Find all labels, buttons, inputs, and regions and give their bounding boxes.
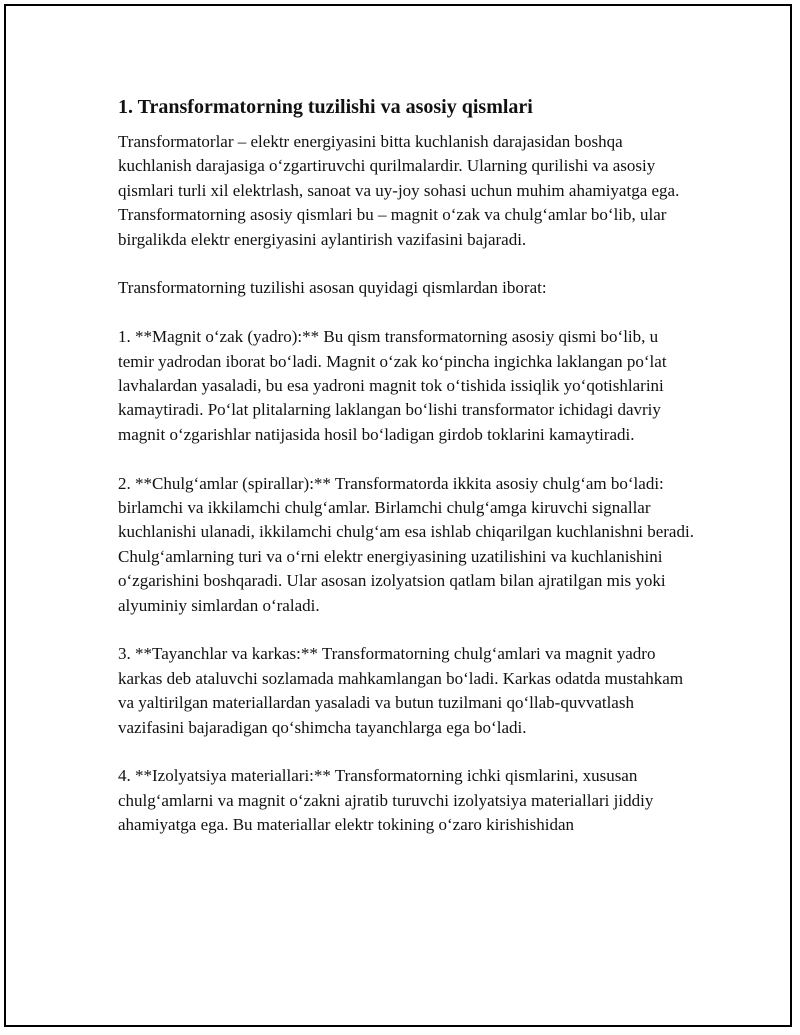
paragraph-structure-lead: Transformatorning tuzilishi asosan quyidagi qismlardan iborat: — [118, 278, 547, 298]
paragraph-intro: Transformatorlar – elektr energiyasini bitta kuchlanish darajasidan boshqa kuchlanish darajasiga oʻzgartiruvchi qurilmalardir. Ularning qurilishi va asosiy qismlari turli xil elektrlash, sanoat va uy-joy sohasi uchun muhim ahamiyatga ega. Transformatorning asosiy qismlari bu – magnit oʻzak va chulgʻamlar boʻlib, ular birgalikda elektr energiyasini aylantirish vazifasini bajaradi. — [118, 132, 680, 249]
paragraph-magnetic-core: 1. **Magnit oʻzak (yadro):** Bu qism transformatorning asosiy qismi boʻlib, u temir yadrodan iborat boʻladi. Magnit oʻzak koʻpincha ingichka laklangan poʻlat lavhalardan yasaladi, bu esa yadroni magnit tok oʻtishida issiqlik yoʻqotishlarini kamaytiradi. Poʻlat plitalarning laklangan boʻlishi transformator ichidagi davriy magnit oʻzgarishlar natijasida hosil boʻladigan girdob toklarini kamaytiradi. — [118, 327, 667, 444]
document-body — [118, 94, 698, 862]
paragraph-windings: 2. **Chulgʻamlar (spirallar):** Transformatorda ikkita asosiy chulgʻam boʻladi: birlamchi va ikkilamchi chulgʻamlar. Birlamchi chulgʻamga kiruvchi signallar kuchlanishi ulanadi, ikkilamchi chulgʻam esa ishlab chiqarilgan kuchlanishni beradi. Chulgʻamlarning turi va oʻrni elektr energiyasining uzatilishini va kuchlanishini oʻzgarishini boshqaradi. Ular asosan izolyatsion qatlam bilan ajratilgan mis yoki alyuminiy simlardan oʻraladi. — [118, 473, 694, 615]
paragraph-insulation: 4. **Izolyatsiya materiallari:** Transformatorning ichki qismlarini, xususan chulgʻamlarni va magnit oʻzakni ajratib turuvchi izolyatsiya materiallari jiddiy ahamiyatga ega. Bu materiallar elektr tokining oʻzaro kirishishidan — [118, 766, 654, 835]
paragraph-frame: 3. **Tayanchlar va karkas:** Transformatorning chulgʻamlari va magnit yadro karkas deb ataluvchi sozlamada mahkamlangan boʻladi. Karkas odatda mustahkam va yaltirilgan materiallardan yasaladi va butun tuzilmani qoʻllab-quvvatlash vazifasini bajaradigan qoʻshimcha tayanchlarga ega boʻladi. — [118, 644, 684, 737]
section-heading: 1. Transformatorning tuzilishi va asosiy qismlari — [118, 96, 533, 118]
